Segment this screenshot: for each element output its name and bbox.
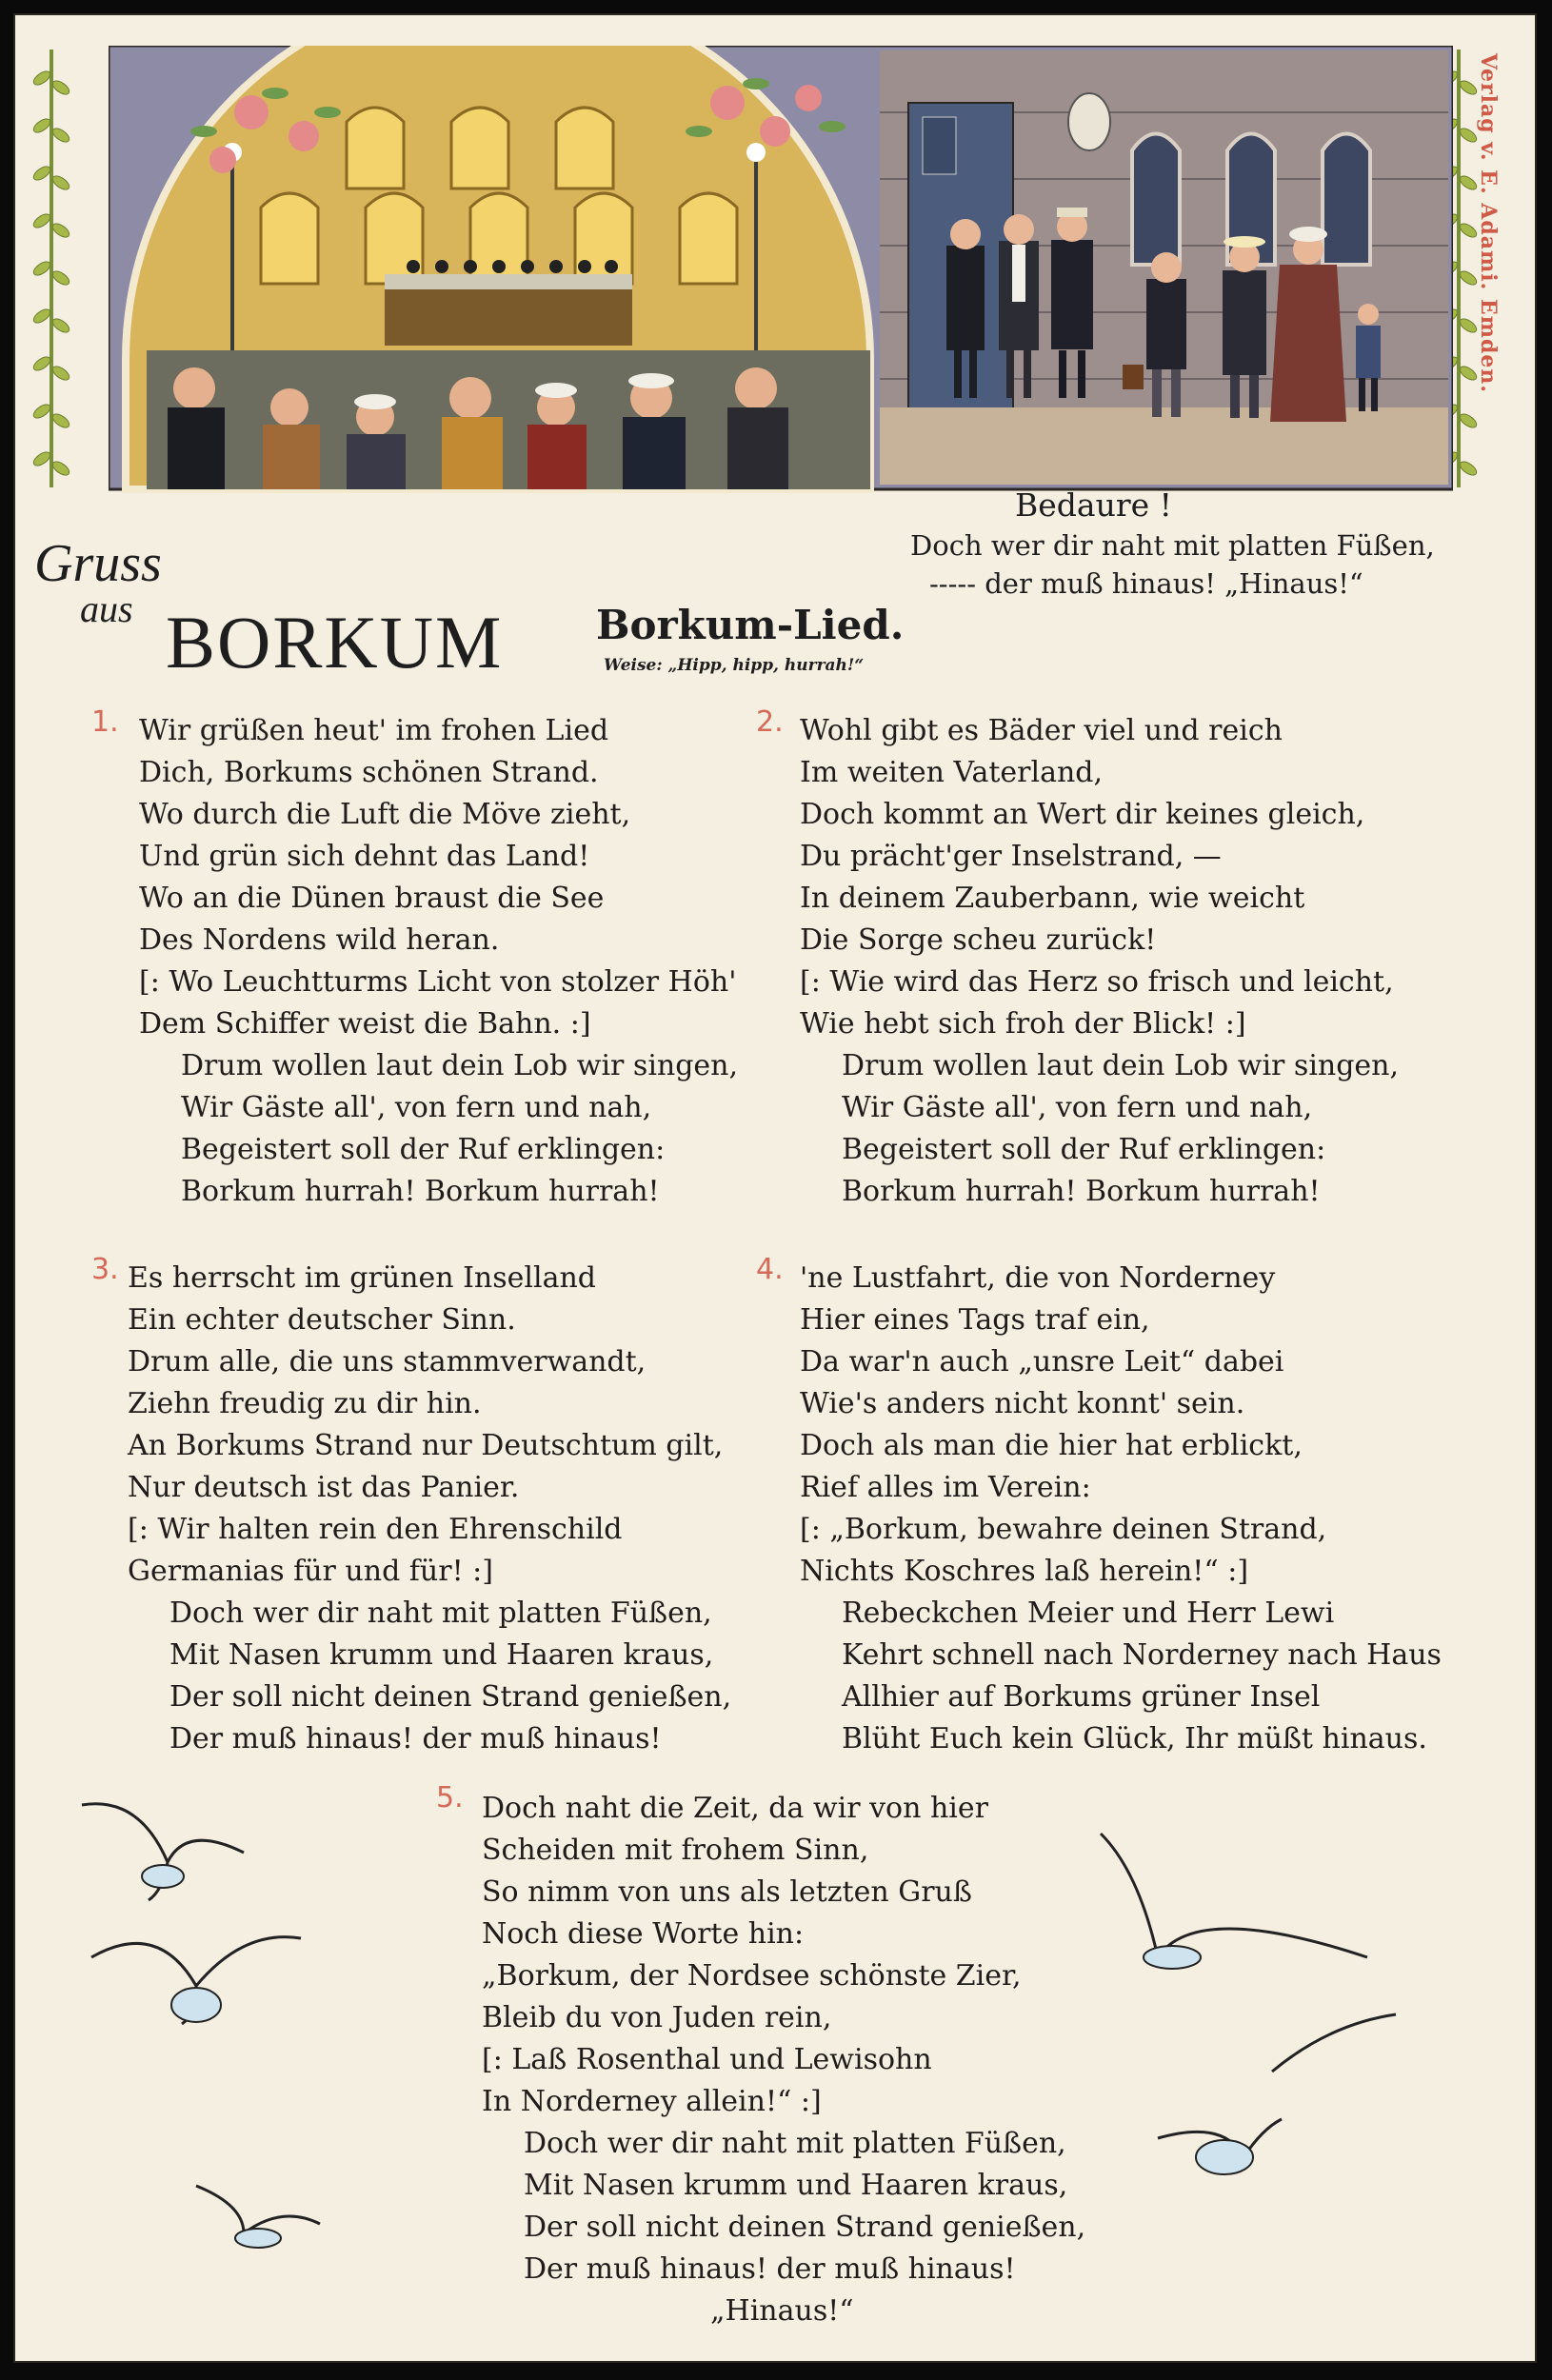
- verse-line: Allhier auf Borkums grüner Insel: [842, 1680, 1321, 1714]
- verse-line: Dem Schiffer weist die Bahn. :]: [139, 1007, 591, 1041]
- verse-line: Rief alles im Verein:: [800, 1471, 1091, 1504]
- verse-line: Wir Gäste all', von fern und nah,: [842, 1091, 1313, 1124]
- verse-number: 3.: [91, 1253, 119, 1286]
- verse-line: Der muß hinaus! der muß hinaus!: [524, 2252, 1016, 2286]
- verse-line: Der muß hinaus! der muß hinaus!: [169, 1722, 662, 1755]
- verse-line: Der soll nicht deinen Strand genießen,: [169, 1680, 732, 1714]
- verse-line: Bleib du von Juden rein,: [482, 2001, 832, 2034]
- verse-line: Nichts Koschres laß herein!“ :]: [800, 1555, 1249, 1588]
- verse-line: Es herrscht im grünen Inselland: [128, 1261, 596, 1295]
- seagull-group-left: [53, 1786, 453, 2338]
- seagull-group-right: [1082, 1815, 1482, 2214]
- header-illustration: [109, 46, 1453, 612]
- verse-line: Wie hebt sich froh der Blick! :]: [800, 1007, 1246, 1041]
- verse-number: 1.: [91, 705, 119, 739]
- verse-line: Mit Nasen krumm und Haaren kraus,: [169, 1638, 714, 1672]
- verse-line: Drum alle, die uns stammverwandt,: [128, 1345, 647, 1378]
- gruss-lettering: Gruss: [34, 534, 162, 593]
- verse-line: Dich, Borkums schönen Strand.: [139, 756, 599, 789]
- verse-line: Nur deutsch ist das Panier.: [128, 1471, 520, 1504]
- verse-line: [: Laß Rosenthal und Lewisohn: [482, 2043, 932, 2076]
- postcard: [13, 13, 1537, 2363]
- verse-line: Wo durch die Luft die Möve zieht,: [139, 798, 631, 831]
- verse-number: 2.: [756, 705, 784, 739]
- verse-line: So nimm von uns als letzten Gruß: [482, 1875, 972, 1909]
- verse-line: Doch kommt an Wert dir keines gleich,: [800, 798, 1365, 831]
- bedaure-heading: Bedaure !: [1015, 486, 1172, 524]
- verse-line: 'ne Lustfahrt, die von Norderney: [800, 1261, 1276, 1295]
- verse-line: Mit Nasen krumm und Haaren kraus,: [524, 2169, 1068, 2202]
- verse-line: Wohl gibt es Bäder viel und reich: [800, 714, 1283, 747]
- borkum-title: BORKUM: [166, 601, 504, 684]
- verse-line: Ein echter deutscher Sinn.: [128, 1303, 516, 1337]
- bedaure-line-2: ----- der muß hinaus! „Hinaus!“: [929, 567, 1363, 600]
- verse-line: Begeistert soll der Ruf erklingen:: [181, 1133, 666, 1166]
- verse-line: Borkum hurrah! Borkum hurrah!: [181, 1175, 660, 1208]
- verse-line: [: Wo Leuchtturms Licht von stolzer Höh': [139, 965, 737, 999]
- song-title: Borkum-Lied.: [596, 602, 905, 648]
- verse-line: Doch wer dir naht mit platten Füßen,: [524, 2127, 1066, 2160]
- verse-line: Wir grüßen heut' im frohen Lied: [139, 714, 609, 747]
- verse-line: Borkum hurrah! Borkum hurrah!: [842, 1175, 1321, 1208]
- verse-line: Der soll nicht deinen Strand genießen,: [524, 2211, 1086, 2244]
- verse-line: In Norderney allein!“ :]: [482, 2085, 822, 2118]
- verse-line: An Borkums Strand nur Deutschtum gilt,: [128, 1429, 724, 1462]
- verse-line: Und grün sich dehnt das Land!: [139, 840, 590, 873]
- aus-lettering: aus: [80, 587, 133, 630]
- publisher-imprint: Verlag v. E. Adami. Emden.: [1476, 53, 1501, 394]
- verse-line: Im weiten Vaterland,: [800, 756, 1104, 789]
- bedaure-line-1: Doch wer dir naht mit platten Füßen,: [910, 529, 1435, 562]
- verse-line: Scheiden mit frohem Sinn,: [482, 1834, 869, 1867]
- laurel-wreath-left: [30, 50, 72, 487]
- verse-line: Rebeckchen Meier und Herr Lewi: [842, 1597, 1335, 1630]
- verse-line: Blüht Euch kein Glück, Ihr müßt hinaus.: [842, 1722, 1427, 1755]
- verse-line: Doch naht die Zeit, da wir von hier: [482, 1792, 988, 1825]
- verse-number: 4.: [756, 1253, 784, 1286]
- verse-line: „Borkum, der Nordsee schönste Zier,: [482, 1959, 1022, 1993]
- verse-line: Drum wollen laut dein Lob wir singen,: [842, 1049, 1400, 1082]
- verse-line: [: Wie wird das Herz so frisch und leicht,: [800, 965, 1394, 999]
- verse-line: Noch diese Worte hin:: [482, 1917, 805, 1951]
- verse-line: Die Sorge scheu zurück!: [800, 923, 1157, 957]
- verse-line: Drum wollen laut dein Lob wir singen,: [181, 1049, 739, 1082]
- verse-line: Wie's anders nicht konnt' sein.: [800, 1387, 1245, 1420]
- melody-note: Weise: „Hipp, hipp, hurrah!“: [604, 656, 865, 675]
- verse-number: 5.: [436, 1781, 464, 1815]
- verse-line: Kehrt schnell nach Norderney nach Haus: [842, 1638, 1442, 1672]
- verse-line: Doch als man die hier hat erblickt,: [800, 1429, 1303, 1462]
- verse-line: Da war'n auch „unsre Leit“ dabei: [800, 1345, 1284, 1378]
- verse-line: „Hinaus!“: [710, 2294, 854, 2328]
- verse-line: Germanias für und für! :]: [128, 1555, 493, 1588]
- verse-line: Des Nordens wild heran.: [139, 923, 500, 957]
- verse-line: [: „Borkum, bewahre deinen Strand,: [800, 1513, 1327, 1546]
- verse-line: Wir Gäste all', von fern und nah,: [181, 1091, 652, 1124]
- verse-line: Wo an die Dünen braust die See: [139, 882, 605, 915]
- verse-line: Begeistert soll der Ruf erklingen:: [842, 1133, 1326, 1166]
- verse-line: Du prächt'ger Inselstrand, —: [800, 840, 1222, 873]
- verse-line: Hier eines Tags traf ein,: [800, 1303, 1150, 1337]
- verse-line: In deinem Zauberbann, wie weicht: [800, 882, 1305, 915]
- verse-line: Doch wer dir naht mit platten Füßen,: [169, 1597, 712, 1630]
- verse-line: [: Wir halten rein den Ehrenschild: [128, 1513, 623, 1546]
- verse-line: Ziehn freudig zu dir hin.: [128, 1387, 482, 1420]
